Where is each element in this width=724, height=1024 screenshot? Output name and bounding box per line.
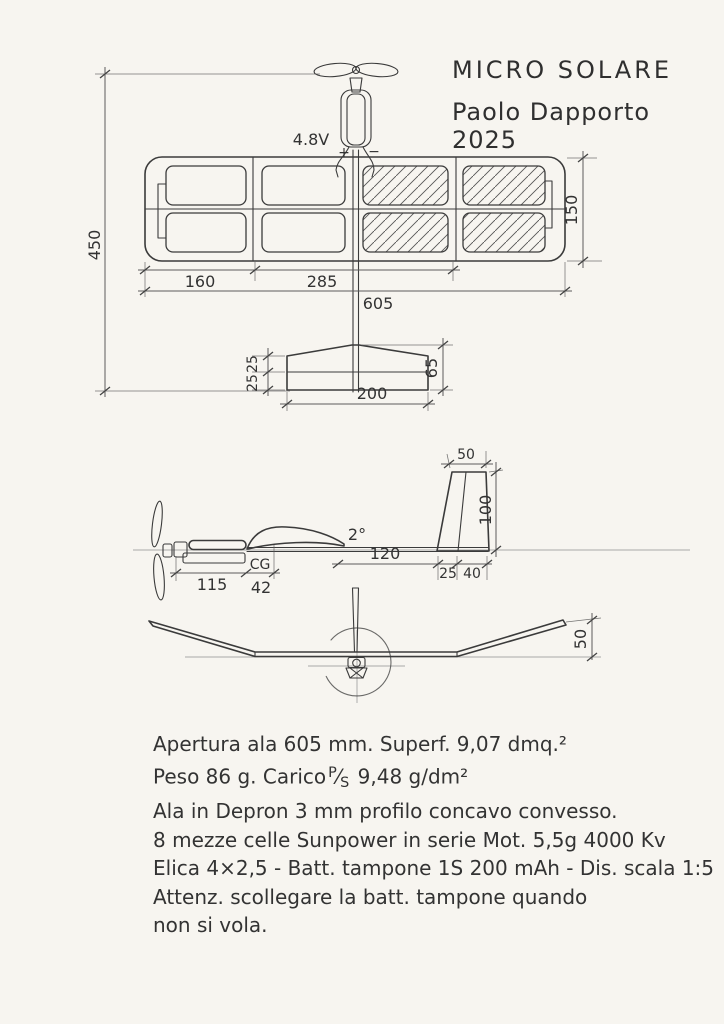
wing-planform xyxy=(145,150,565,392)
motor-side-icon xyxy=(174,542,187,557)
dim-label-150: 150 xyxy=(562,194,581,226)
fin-front xyxy=(353,588,359,652)
motor-top-icon xyxy=(336,90,374,177)
battery-box xyxy=(183,553,245,563)
dim-label-285: 285 xyxy=(306,272,338,291)
wing-cell xyxy=(262,213,345,252)
wing-loading-fraction xyxy=(328,759,349,798)
dim-label-65: 65 xyxy=(422,357,441,379)
voltage-label: 4.8V xyxy=(292,130,330,149)
fraction-numerator: P xyxy=(328,764,337,781)
note-weight-pre: Peso 86 g. Carico xyxy=(153,763,327,788)
side-view xyxy=(133,447,690,600)
front-view xyxy=(149,588,601,703)
cg-label: CG xyxy=(249,557,271,573)
incidence-label: 2° xyxy=(347,525,367,544)
propeller-disc-arc xyxy=(326,628,391,696)
motor-mount-front xyxy=(346,658,367,679)
dim-label-200: 200 xyxy=(356,384,388,403)
wing-cell xyxy=(262,166,345,205)
note-weight-post: 9,48 g/dm² xyxy=(351,763,469,788)
dim-chord xyxy=(562,151,602,268)
dim-tailplane xyxy=(245,338,453,411)
fraction-slash: ⁄ xyxy=(336,763,341,788)
solar-cell xyxy=(463,166,545,205)
fuselage-pod xyxy=(174,541,246,564)
dim-label-50-dihedral: 50 xyxy=(571,628,590,650)
note-cells-motor: 8 mezze celle Sunpower in serie Mot. 5,5g 4000 Kv xyxy=(153,827,666,852)
dim-label-160: 160 xyxy=(184,272,216,291)
solar-cell xyxy=(363,166,448,205)
solar-cell xyxy=(363,213,448,252)
solar-cell xyxy=(463,213,545,252)
dim-label-42: 42 xyxy=(250,578,272,597)
note-warning-2: non si vola. xyxy=(153,913,268,938)
dim-label-25a: 25 xyxy=(245,355,261,373)
dim-label-115: 115 xyxy=(196,575,228,594)
propeller-top-icon xyxy=(314,62,399,92)
wing-cell xyxy=(166,213,246,252)
dim-span xyxy=(138,262,572,313)
wing-cell xyxy=(166,166,246,205)
drawing-author: Paolo Dapporto 2025 xyxy=(452,98,651,154)
dim-label-50-fin: 50 xyxy=(457,447,475,463)
dim-dihedral xyxy=(566,613,601,661)
note-wing-material: Ala in Depron 3 mm profilo concavo convesso. xyxy=(153,799,618,824)
note-wing-area: Apertura ala 605 mm. Superf. 9,07 dmq.² xyxy=(153,732,567,756)
right-tip-bracket xyxy=(545,181,552,228)
note-weight-loading xyxy=(153,759,693,798)
dim-label-100: 100 xyxy=(476,494,495,526)
dim-label-25b: 25 xyxy=(245,374,261,392)
dim-overall-length xyxy=(85,67,320,397)
left-tip-bracket xyxy=(158,184,166,238)
wing-airfoil xyxy=(247,527,344,549)
dim-label-40: 40 xyxy=(463,566,481,582)
dim-label-605: 605 xyxy=(362,294,394,313)
dim-label-450: 450 xyxy=(85,229,104,261)
dim-fin xyxy=(441,447,503,557)
minus-mark: − xyxy=(368,144,380,160)
propeller-side-icon xyxy=(150,501,172,601)
drawing-title: MICRO SOLARE xyxy=(452,56,673,84)
dim-label-120: 120 xyxy=(369,544,401,563)
note-warning-1: Attenz. scollegare la batt. tampone quando xyxy=(153,884,588,909)
dim-label-25-fin: 25 xyxy=(439,566,457,582)
fraction-denominator: S xyxy=(340,774,350,791)
note-prop-battery-scale: Elica 4×2,5 - Batt. tampone 1S 200 mAh - Dis. scala 1:5 xyxy=(153,856,715,881)
specification-notes xyxy=(153,730,715,940)
plus-mark: + xyxy=(338,145,350,161)
title-block xyxy=(452,56,712,154)
